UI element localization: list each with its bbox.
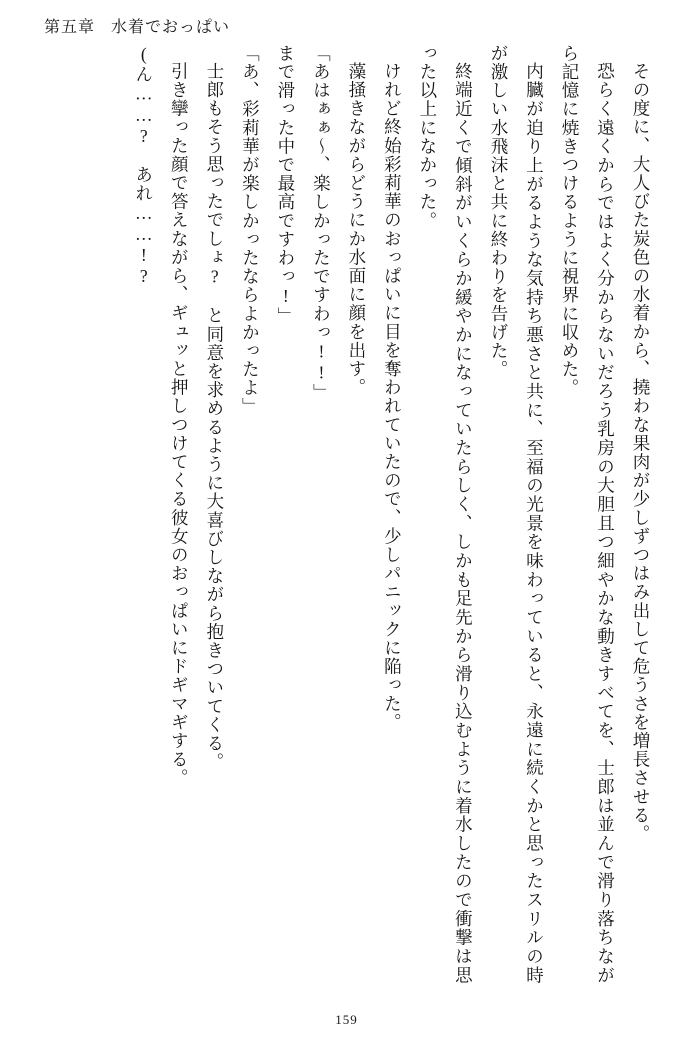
- paragraph: 士郎もそう思ったでしょ? と同意を求めるように大喜びしながら抱きついてくる。: [204, 61, 225, 771]
- paragraph: 「あはぁぁ～、楽しかったですわっ!!」: [311, 44, 332, 403]
- page-header: [44, 14, 230, 37]
- chapter-number: 第五章: [44, 19, 96, 36]
- paragraph: その度に、大人びた炭色の水着から、撓わな果肉が少しずつはみ出して危うさを増長させる。: [631, 61, 651, 843]
- paragraph: 引き攣った顔で答えながら、ギュッと押しつけてくる彼女のおっぱいにドギマギする。: [169, 61, 190, 787]
- paragraph: けれど終始彩莉華のおっぱいに目を奪われていたので、少しパニックに陥った。: [382, 61, 403, 732]
- paragraph: 藻掻きながらどうにか水面に顔を出す。: [346, 61, 367, 397]
- paragraph: 終端近くで傾斜がいくらか緩やかになっていたらしく、しかも足先から滑り込むように着水したので衝撃は思った以上になかった。: [417, 44, 474, 984]
- chapter-title: 水着でおっぱい: [111, 19, 231, 36]
- page-number: 159: [335, 1012, 358, 1027]
- paragraph: 「あ、彩莉華が楽しかったならよかったよ」: [240, 44, 261, 416]
- paragraph: (ん……? あれ……!?: [133, 44, 154, 288]
- paragraph: 恐らく遠くからではよく分からないだろう乳房の大胆且つ細やかな動きすべてを、士郎は並んで滑り落ちながら記憶に焼きつけるように視界に収めた。: [559, 44, 616, 984]
- paragraph: まで滑った中で最高ですわっ!」: [275, 44, 296, 326]
- body-text: [38, 44, 658, 984]
- paragraph: 内臓が迫り上がるような気持ち悪さと共に、至福の光景を味わっていると、永遠に続くかと思ったスリルの時が激しい水飛沫と共に終わりを告げた。: [488, 44, 545, 984]
